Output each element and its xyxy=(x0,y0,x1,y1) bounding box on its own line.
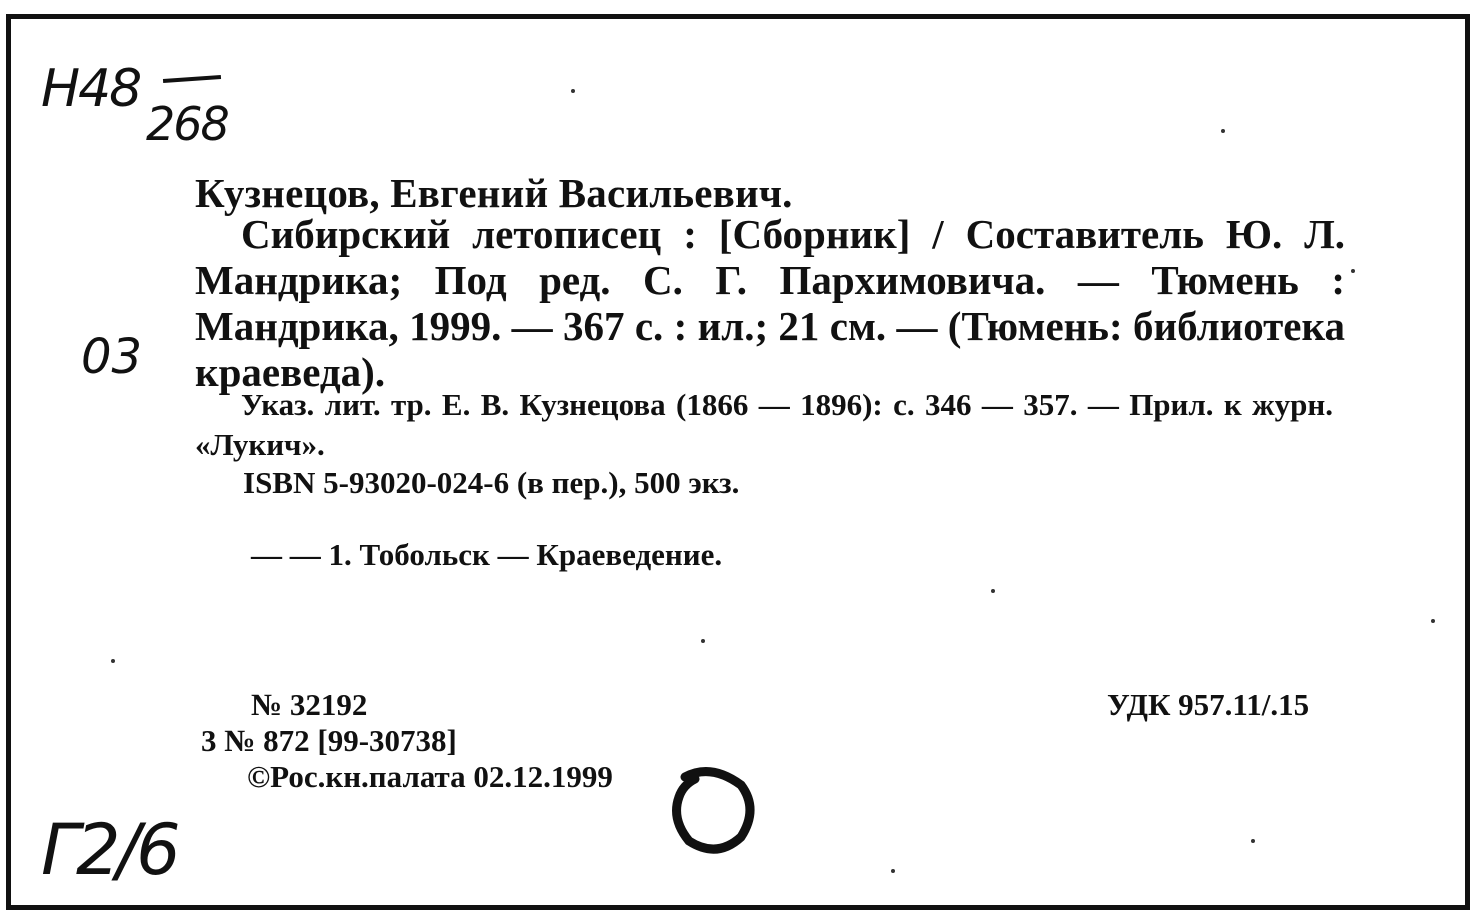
notes: Указ. лит. тр. Е. В. Кузнецова (1866 — 1896): с. 346 — 357. — Прил. к журн. «Лукич». xyxy=(195,387,1333,462)
registration-number: 3 № 872 [99-30738] xyxy=(201,723,457,758)
margin-code: 03 xyxy=(81,329,143,385)
scan-speck xyxy=(1431,619,1435,623)
subject-heading: — — 1. Тобольск — Краеведение. xyxy=(251,537,723,572)
scan-speck xyxy=(701,639,705,643)
catalog-card xyxy=(6,14,1470,910)
scan-speck xyxy=(1221,129,1225,133)
stamp-circle-icon xyxy=(671,767,755,855)
scan-speck xyxy=(1351,269,1355,273)
shelf-mark-top: Н48 xyxy=(41,59,141,119)
isbn-line: ISBN 5-93020-024-6 (в пер.), 500 экз. xyxy=(243,465,740,500)
record-number: № 32192 xyxy=(251,687,368,722)
bibliographic-description: Сибирский летописец : [Сборник] / Составитель Ю. Л. Мандрика; Под ред. С. Г. Пархимовича. — Тюмень : Мандрика, 1999. — 367 с. : ил.; 21 см. — (Тюмень: библиотека краеведа). xyxy=(195,211,1345,395)
udk-code: УДК 957.11/.15 xyxy=(1107,687,1310,722)
shelf-mark-divider xyxy=(163,75,221,83)
scan-speck xyxy=(571,89,575,93)
scan-speck xyxy=(1251,839,1255,843)
scan-speck xyxy=(891,869,895,873)
scan-speck xyxy=(991,589,995,593)
bottom-handwritten-code: Г2/6 xyxy=(41,809,177,891)
author-heading: Кузнецов, Евгений Васильевич. xyxy=(195,170,793,216)
copyright-line: ©Рос.кн.палата 02.12.1999 xyxy=(247,759,613,794)
shelf-mark-bottom: 268 xyxy=(146,97,228,151)
scan-speck xyxy=(111,659,115,663)
